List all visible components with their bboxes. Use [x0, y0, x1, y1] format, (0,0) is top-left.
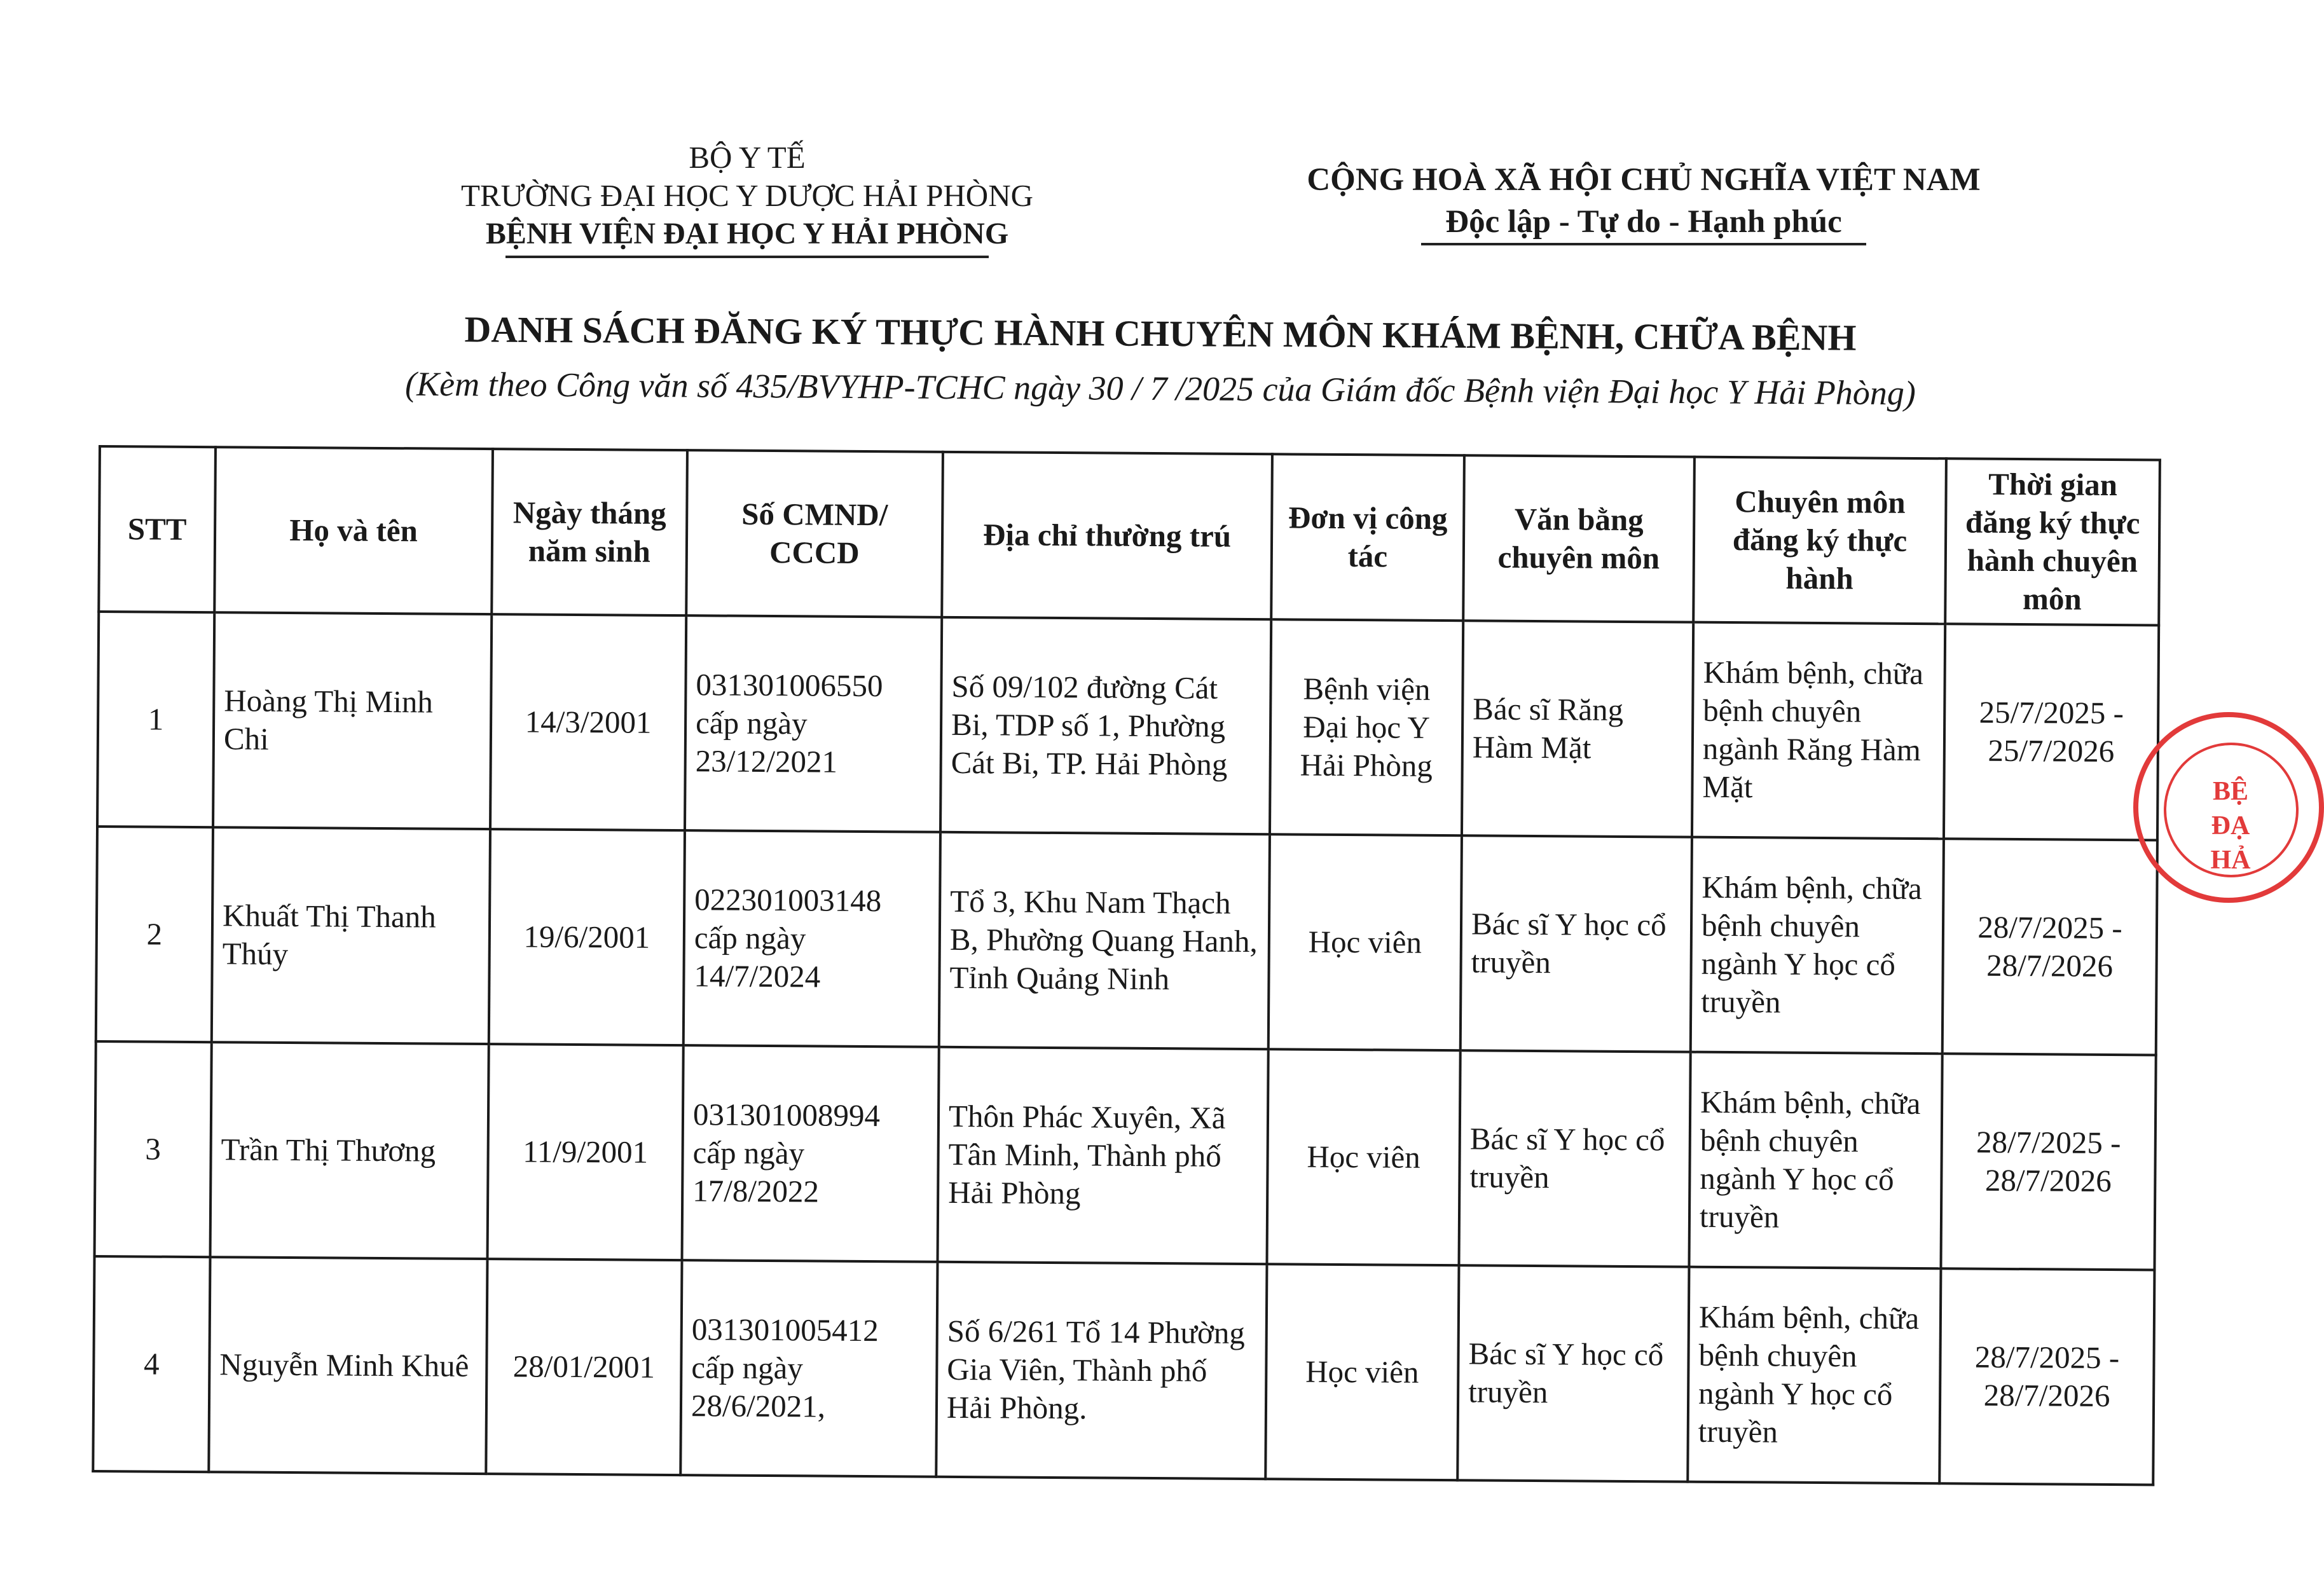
header-right-underline — [1421, 243, 1866, 245]
national-motto: Độc lập - Tự do - Hạnh phúc — [1445, 204, 1842, 240]
header-left — [407, 139, 1087, 258]
header-degree: Văn bằng chuyên môn — [1463, 455, 1695, 622]
hospital-seal-stamp — [2133, 712, 2324, 903]
cell-stt: 1 — [97, 612, 214, 827]
registration-table-wrap — [92, 445, 2161, 1486]
cell-unit: Bệnh viện Đại học Y Hải Phòng — [1270, 619, 1463, 835]
cell-id: 031301008994 cấp ngày 17/8/2022 — [682, 1045, 939, 1262]
header-name: Họ và tên — [214, 447, 493, 614]
header-dob: Ngày tháng năm sinh — [492, 449, 687, 615]
header-left-underline — [505, 256, 989, 258]
cell-id: 031301006550 cấp ngày 23/12/2021 — [685, 615, 942, 832]
cell-dob: 11/9/2001 — [488, 1044, 684, 1260]
cell-name: Nguyễn Minh Khuê — [209, 1257, 487, 1474]
ministry-name: BỘ Y TẾ — [689, 140, 806, 175]
nation-name: CỘNG HOÀ XÃ HỘI CHỦ NGHĨA VIỆT NAM — [1307, 162, 1981, 198]
table-row — [96, 827, 2157, 1055]
cell-period: 25/7/2025 - 25/7/2026 — [1944, 624, 2159, 840]
cell-degree: Bác sĩ Y học cổ truyền — [1459, 1050, 1690, 1266]
cell-unit: Học viên — [1265, 1264, 1459, 1480]
cell-dob: 19/6/2001 — [489, 829, 685, 1045]
cell-degree: Bác sĩ Răng Hàm Mặt — [1462, 621, 1693, 837]
header-right — [1272, 159, 2016, 245]
cell-unit: Học viên — [1269, 834, 1462, 1050]
table-row — [93, 1256, 2154, 1485]
header-stt: STT — [99, 446, 216, 612]
cell-id: 031301005412 cấp ngày 28/6/2021, — [680, 1260, 937, 1477]
cell-period: 28/7/2025 - 28/7/2026 — [1941, 1053, 2156, 1270]
cell-address: Số 09/102 đường Cát Bi, TDP số 1, Phường Cát Bi, TP. Hải Phòng — [940, 617, 1271, 834]
cell-address: Thôn Phác Xuyên, Xã Tân Minh, Thành phố Hải Phòng — [938, 1047, 1269, 1264]
cell-stt: 4 — [93, 1256, 210, 1472]
cell-name: Hoàng Thị Minh Chi — [213, 612, 492, 829]
cell-dob: 14/3/2001 — [490, 614, 686, 830]
cell-stt: 3 — [95, 1041, 212, 1257]
header-specialty: Chuyên môn đăng ký thực hành — [1693, 457, 1946, 624]
cell-dob: 28/01/2001 — [486, 1259, 682, 1475]
cell-unit: Học viên — [1267, 1049, 1460, 1265]
cell-address: Tổ 3, Khu Nam Thạch B, Phường Quang Hanh, Tỉnh Quảng Ninh — [939, 832, 1270, 1049]
cell-period: 28/7/2025 - 28/7/2026 — [1939, 1268, 2154, 1485]
cell-degree: Bác sĩ Y học cổ truyền — [1457, 1265, 1689, 1481]
university-name: TRƯỜNG ĐẠI HỌC Y DƯỢC HẢI PHÒNG — [461, 178, 1033, 213]
header-unit: Đơn vị công tác — [1271, 454, 1464, 621]
cell-period: 28/7/2025 - 28/7/2026 — [1942, 839, 2157, 1055]
hospital-name: BỆNH VIỆN ĐẠI HỌC Y HẢI PHÒNG — [485, 217, 1009, 250]
document-title: DANH SÁCH ĐĂNG KÝ THỰC HÀNH CHUYÊN MÔN KHÁM BỆNH, CHỮA BỆNH — [464, 308, 1857, 359]
seal-text: BỆ ĐẠ HẢ — [2210, 777, 2251, 875]
document-subtitle: (Kèm theo Công văn số 435/BVYHP-TCHC ngày 30 / 7 /2025 của Giám đốc Bệnh viện Đại học Y Hải Phòng) — [404, 364, 1916, 413]
header-address: Địa chỉ thường trú — [942, 452, 1272, 619]
cell-stt: 2 — [96, 827, 213, 1042]
cell-name: Trần Thị Thương — [210, 1042, 489, 1259]
header-id: Số CMND/ CCCD — [686, 450, 943, 617]
table-header-row — [99, 446, 2160, 625]
cell-id: 022301003148 cấp ngày 14/7/2024 — [684, 830, 940, 1047]
cell-name: Khuất Thị Thanh Thúy — [212, 827, 490, 1044]
cell-address: Số 6/261 Tổ 14 Phường Gia Viên, Thành phố Hải Phòng. — [936, 1262, 1267, 1479]
header-period: Thời gian đăng ký thực hành chuyên môn — [1945, 458, 2160, 625]
cell-specialty: Khám bệnh, chữa bệnh chuyên ngành Y học cổ truyền — [1691, 837, 1944, 1054]
table-row — [97, 612, 2159, 840]
table-row — [95, 1041, 2156, 1270]
cell-specialty: Khám bệnh, chữa bệnh chuyên ngành Y học cổ truyền — [1688, 1267, 1941, 1484]
cell-degree: Bác sĩ Y học cổ truyền — [1461, 835, 1692, 1052]
cell-specialty: Khám bệnh, chữa bệnh chuyên ngành Răng Hàm Mặt — [1692, 622, 1945, 839]
registration-table — [92, 445, 2161, 1486]
cell-specialty: Khám bệnh, chữa bệnh chuyên ngành Y học cổ truyền — [1689, 1052, 1942, 1269]
